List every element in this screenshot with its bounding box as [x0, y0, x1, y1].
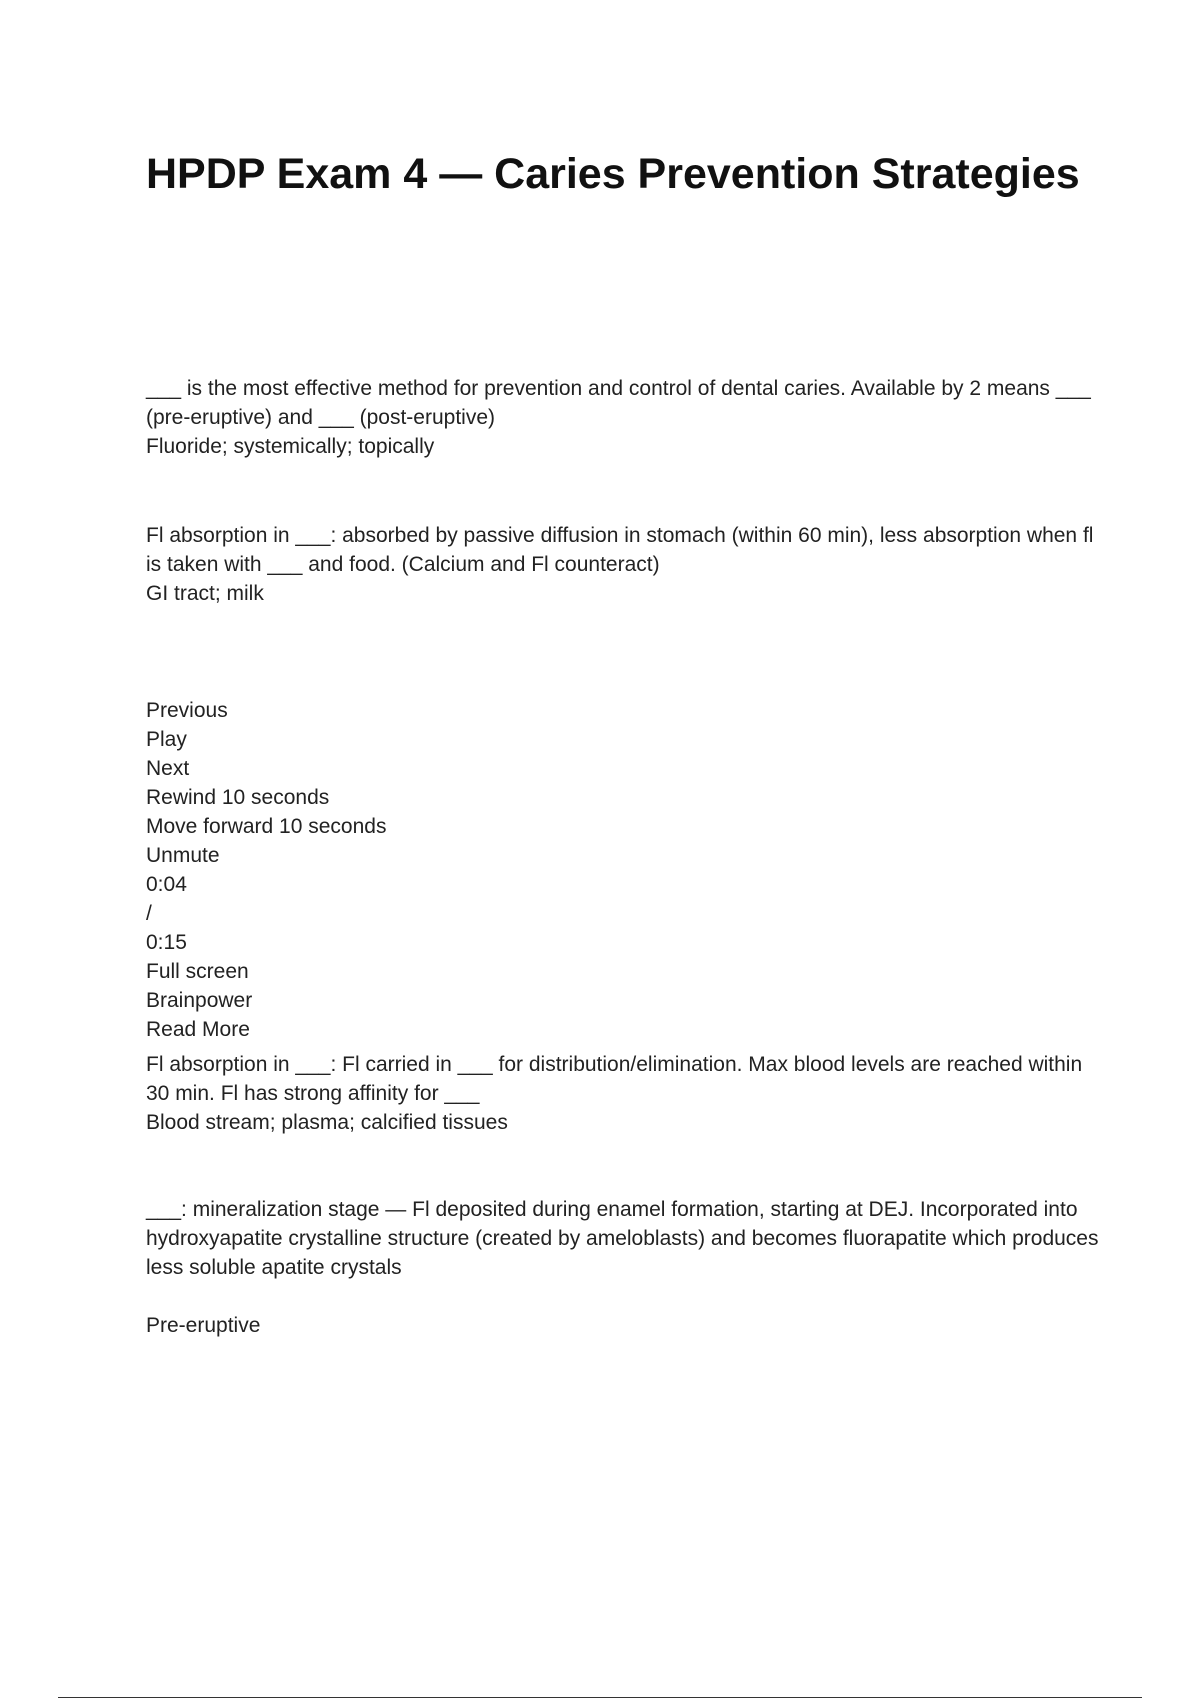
duration: 0:15	[146, 931, 187, 954]
time-separator: /	[146, 902, 152, 925]
flashcard-answer: GI tract; milk	[146, 582, 264, 605]
rewind-10-seconds-button[interactable]: Rewind 10 seconds	[146, 786, 330, 809]
forward-10-seconds-button[interactable]: Move forward 10 seconds	[146, 815, 387, 838]
flashcard-1	[146, 374, 1106, 461]
previous-button[interactable]: Previous	[146, 699, 228, 722]
flashcard-4	[146, 1195, 1106, 1340]
unmute-button[interactable]: Unmute	[146, 844, 220, 867]
flashcard-answer: Pre-eruptive	[146, 1314, 261, 1337]
play-button[interactable]: Play	[146, 728, 187, 751]
flashcard-answer: Blood stream; plasma; calcified tissues	[146, 1111, 508, 1134]
current-time: 0:04	[146, 873, 187, 896]
flashcard-question: Fl absorption in ___: absorbed by passive diffusion in stomach (within 60 min), less absorption when fl is taken with ___ and food. (Calcium and Fl counteract)	[146, 524, 1094, 576]
page-title: HPDP Exam 4 — Caries Prevention Strategies	[146, 150, 1080, 198]
page-bottom-rule	[58, 1697, 1142, 1698]
next-button[interactable]: Next	[146, 757, 190, 780]
flashcard-2	[146, 521, 1106, 608]
video-player-controls	[146, 696, 1106, 1044]
fullscreen-button[interactable]: Full screen	[146, 960, 249, 983]
brainpower-link[interactable]: Brainpower	[146, 989, 253, 1012]
flashcard-question: ___ is the most effective method for prevention and control of dental caries. Available by 2 means ___ (pre-eruptive) and ___ (post-eruptive)	[146, 377, 1091, 429]
flashcard-answer: Fluoride; systemically; topically	[146, 435, 435, 458]
read-more-link[interactable]: Read More	[146, 1018, 250, 1041]
flashcard-question: ___: mineralization stage — Fl deposited during enamel formation, starting at DEJ. Incorporated into hydroxyapatite crystalline structure (created by ameloblasts) and becomes fluorapatite which produces less soluble apatite crystals	[146, 1198, 1099, 1279]
flashcard-question: Fl absorption in ___: Fl carried in ___ for distribution/elimination. Max blood levels are reached within 30 min. Fl has strong affinity for ___	[146, 1053, 1083, 1105]
flashcard-3	[146, 1050, 1106, 1137]
